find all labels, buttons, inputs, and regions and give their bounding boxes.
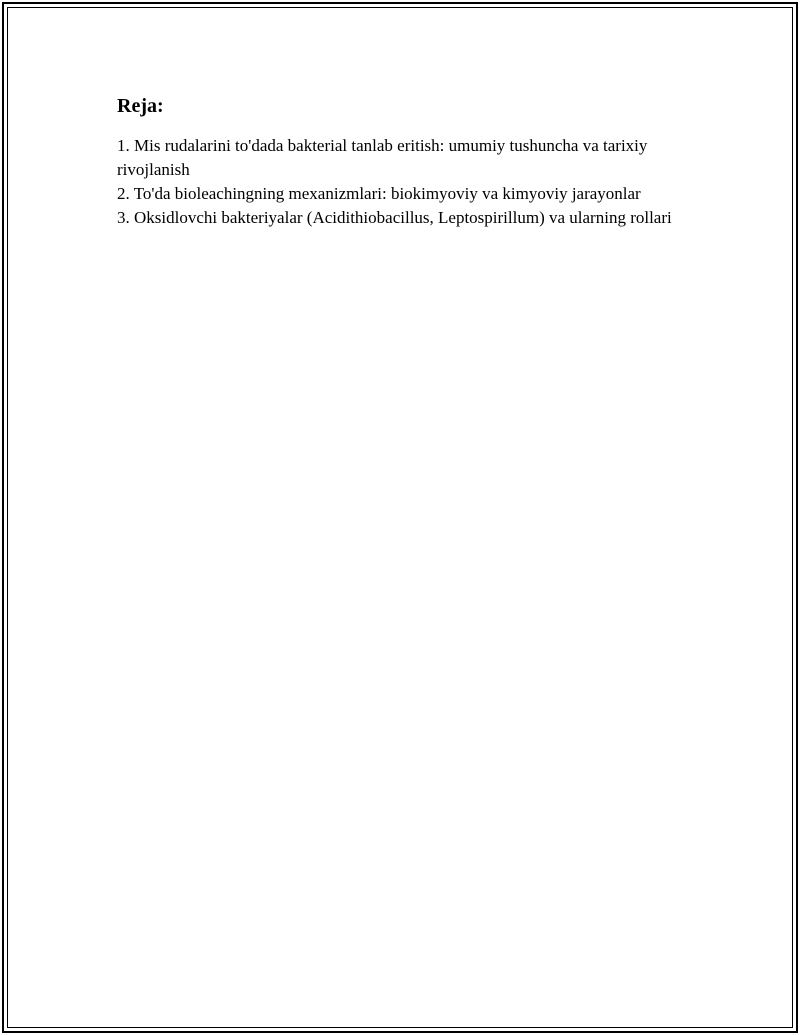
plan-heading: Reja: [117, 95, 164, 117]
plan-list [117, 134, 677, 230]
document-content [117, 94, 677, 230]
plan-item-3: 3. Oksidlovchi bakteriyalar (Acidithiobacillus, Leptospirillum) va ularning rollari [117, 208, 672, 227]
plan-item-2: 2. To'da bioleachingning mexanizmlari: biokimyoviy va kimyoviy jarayonlar [117, 184, 641, 203]
plan-item-1: 1. Mis rudalarini to'dada bakterial tanlab eritish: umumiy tushuncha va tarixiy rivojlanish [117, 136, 648, 179]
